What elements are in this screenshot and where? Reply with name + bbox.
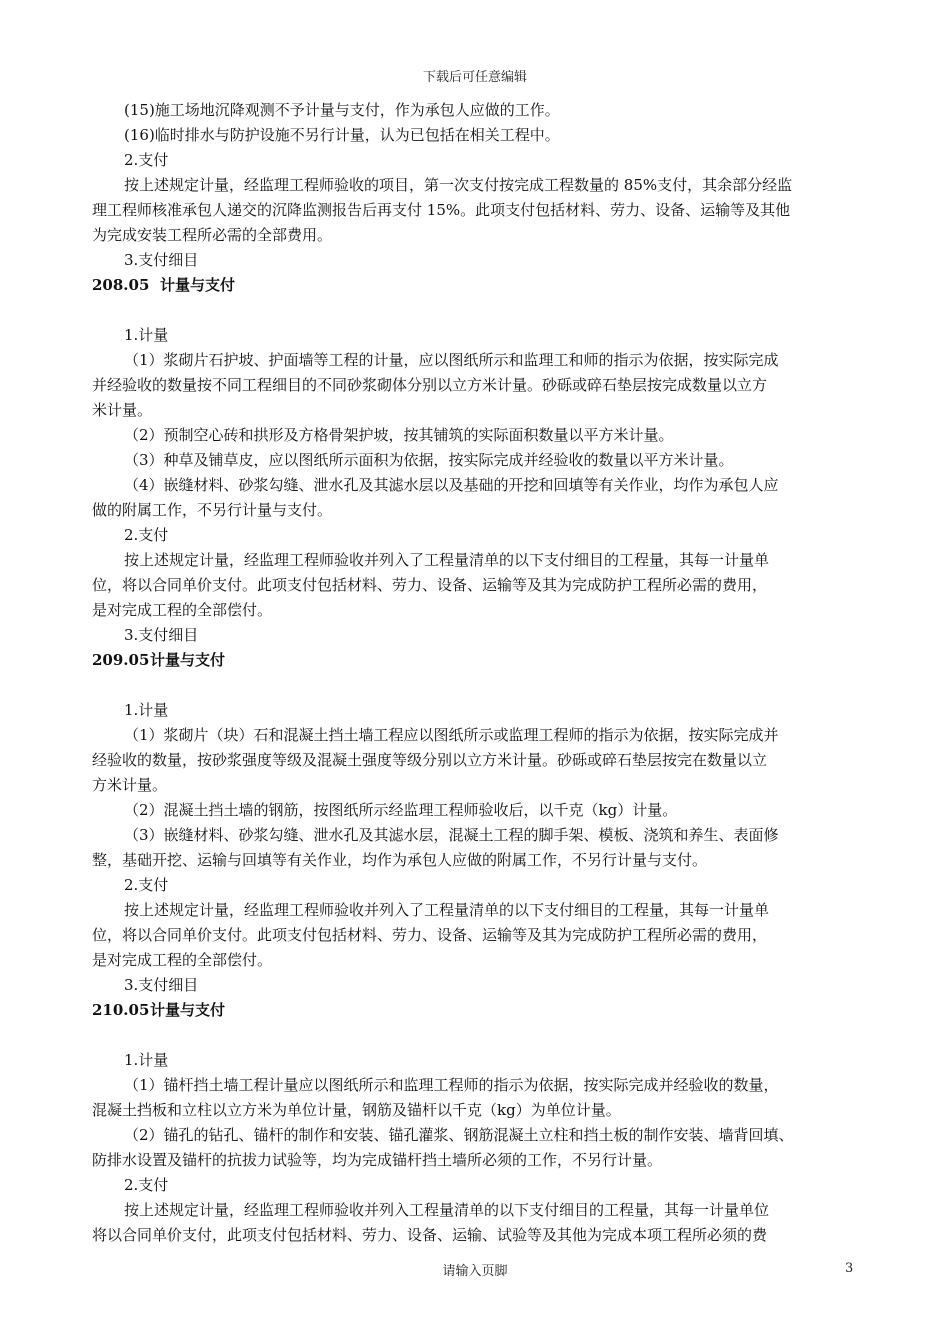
section-heading-208: [92, 273, 862, 298]
paragraph-line: 米计量。: [92, 401, 153, 419]
paragraph-line: 3.支付细目: [124, 626, 199, 644]
page-footer: 请输入页脚: [442, 1264, 508, 1279]
section-title: 计量与支付: [150, 651, 226, 669]
paragraph-line: 是对完成工程的全部偿付。: [92, 951, 273, 969]
paragraph-line: （2）混凝土挡土墙的钢筋，按图纸所示经监理工程师验收后，以千克（kg）计量。: [124, 801, 678, 819]
section-number: 208.05: [92, 276, 150, 294]
section-title: 计量与支付: [150, 1001, 226, 1019]
paragraph-line: （1）浆砌片石护坡、护面墙等工程的计量，应以图纸所示和监理工和师的指示为依据，按实际完成: [124, 351, 779, 369]
paragraph-line: （2）锚孔的钻孔、锚杆的制作和安装、锚孔灌浆、钢筋混凝土立柱和挡土板的制作安装、墙背回填、: [124, 1126, 794, 1144]
paragraph-line: 做的附属工作，不另行计量与支付。: [92, 501, 333, 519]
paragraph-line: 防排水设置及锚杆的抗拔力试验等，均为完成锚杆挡土墙所必须的工作，不另行计量。: [92, 1151, 663, 1169]
paragraph-line: （2）预制空心砖和拱形及方格骨架护坡，按其铺筑的实际面积数量以平方米计量。: [124, 426, 674, 444]
paragraph-line: 2.支付: [124, 876, 169, 894]
paragraph-line: 按上述规定计量，经监理工程师验收并列入工程量清单的以下支付细目的工程量，其每一计量单位: [124, 1201, 770, 1219]
paragraph-line: 2.支付: [124, 526, 169, 544]
paragraph-line: （4）嵌缝材料、砂浆勾缝、泄水孔及其滤水层以及基础的开挖和回填等有关作业，均作为承包人应: [124, 476, 779, 494]
paragraph-line: 整，基础开挖、运输与回填等有关作业，均作为承包人应做的附属工作，不另行计量与支付。: [92, 851, 708, 869]
paragraph-line: 3.支付细目: [124, 976, 199, 994]
paragraph-line: 位，将以合同单价支付。此项支付包括材料、劳力、设备、运输等及其为完成防护工程所必需的费用，: [92, 576, 768, 594]
paragraph-line: （1）锚杆挡土墙工程计量应以图纸所示和监理工程师的指示为依据，按实际完成并经验收的数量，: [124, 1076, 779, 1094]
paragraph-line: (15)施工场地沉降观测不予计量与支付，作为承包人应做的工作。: [124, 101, 560, 119]
section-heading-209: [92, 648, 862, 673]
paragraph-line: (16)临时排水与防护设施不另行计量，认为已包括在相关工程中。: [124, 126, 560, 144]
paragraph-line: 将以合同单价支付，此项支付包括材料、劳力、设备、运输、试验等及其他为完成本项工程所必须的费: [92, 1226, 768, 1244]
paragraph-line: 1.计量: [124, 326, 169, 344]
paragraph-line: 按上述规定计量，经监理工程师验收并列入了工程量清单的以下支付细目的工程量，其每一计量单: [124, 551, 770, 569]
section-title: 计量与支付: [160, 276, 236, 294]
paragraph-line: 是对完成工程的全部偿付。: [92, 601, 273, 619]
paragraph-line: （1）浆砌片（块）石和混凝土挡土墙工程应以图纸所示或监理工程师的指示为依据，按实际完成并: [124, 726, 779, 744]
paragraph-line: 并经验收的数量按不同工程细目的不同砂浆砌体分别以立方米计量。砂砾或碎石垫层按完成数量以立方: [92, 376, 768, 394]
paragraph-line: 位，将以合同单价支付。此项支付包括材料、劳力、设备、运输等及其为完成防护工程所必需的费用，: [92, 926, 768, 944]
section-number: 210.05: [92, 1001, 150, 1019]
document-body: [92, 98, 862, 1248]
section-heading-210: [92, 998, 862, 1023]
paragraph-line: 1.计量: [124, 701, 169, 719]
paragraph-line: 经验收的数量，按砂浆强度等级及混凝土强度等级分别以立方米计量。砂砾或碎石垫层按完在数量以立: [92, 751, 768, 769]
paragraph-line: 按上述规定计量，经监理工程师验收并列入了工程量清单的以下支付细目的工程量，其每一计量单: [124, 901, 770, 919]
paragraph-line: （3）嵌缝材料、砂浆勾缝、泄水孔及其滤水层，混凝土工程的脚手架、模板、浇筑和养生、表面修: [124, 826, 779, 844]
paragraph-line: 3.支付细目: [124, 251, 199, 269]
paragraph-line: 理工程师核准承包人递交的沉降监测报告后再支付 15%。此项支付包括材料、劳力、设备、运输等及其他: [92, 201, 791, 219]
page-number: 3: [845, 1261, 854, 1276]
section-number: 209.05: [92, 651, 150, 669]
paragraph-line: 方米计量。: [92, 776, 168, 794]
paragraph-line: 2.支付: [124, 151, 169, 169]
paragraph-line: 混凝土挡板和立柱以立方米为单位计量，钢筋及锚杆以千克（kg）为单位计量。: [92, 1101, 621, 1119]
page-header: 下载后可任意编辑: [422, 70, 527, 85]
paragraph-line: 2.支付: [124, 1176, 169, 1194]
paragraph-line: 1.计量: [124, 1051, 169, 1069]
paragraph-line: 按上述规定计量，经监理工程师验收的项目，第一次支付按完成工程数量的 85%支付，其余部分经监: [124, 176, 793, 194]
paragraph-line: （3）种草及铺草皮，应以图纸所示面积为依据，按实际完成并经验收的数量以平方米计量。: [124, 451, 734, 469]
paragraph-line: 为完成安装工程所必需的全部费用。: [92, 226, 333, 244]
